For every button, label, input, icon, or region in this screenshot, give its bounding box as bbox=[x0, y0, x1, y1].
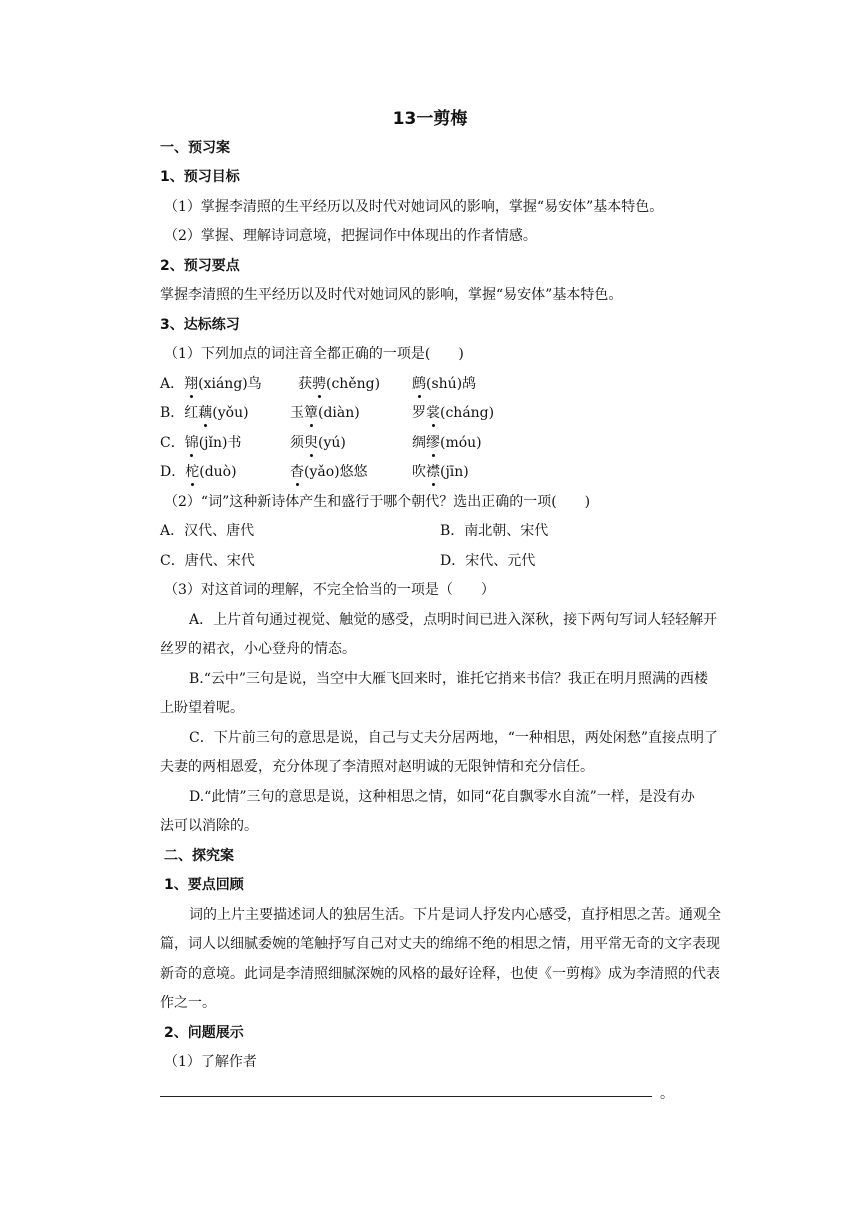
option-b-item-3: 罗裳(cháng) bbox=[412, 405, 495, 421]
emphasis-char: 裳 bbox=[426, 405, 440, 421]
review-line-4: 作之一。 bbox=[160, 995, 216, 1011]
doc-title: 13一剪梅 bbox=[392, 109, 468, 129]
heading-exercise: 3、达标练习 bbox=[160, 317, 240, 333]
emphasis-char: 臾 bbox=[304, 435, 318, 451]
option-a-item-2: 获骋(chěng) bbox=[298, 376, 381, 392]
problem-1: （1）了解作者 bbox=[164, 1054, 257, 1070]
option-d-item-2: 杳(yǎo)悠悠 bbox=[290, 464, 368, 480]
emphasis-char: 锦 bbox=[184, 435, 199, 451]
section-heading-preview: 一、预习案 bbox=[160, 140, 230, 156]
heading-review: 1、要点回顾 bbox=[164, 877, 244, 893]
key-points-text: 掌握李清照的生平经历以及时代对她词风的影响，掌握“易安体”基本特色。 bbox=[160, 287, 623, 303]
emphasis-char: 簟 bbox=[304, 405, 318, 421]
answer-end-period: 。 bbox=[660, 1086, 674, 1102]
goal-1: （1）掌握李清照的生平经历以及时代对她词风的影响，掌握“易安体”基本特色。 bbox=[164, 199, 664, 215]
q3-option-b-line-2: 上盼望着呢。 bbox=[160, 700, 244, 716]
emphasis-char: 翔 bbox=[184, 376, 199, 392]
option-a-item-3: 鹧(shú)鸪 bbox=[412, 376, 477, 392]
q2-option-a: A．汉代、唐代 bbox=[160, 523, 255, 539]
q3-option-d-line-1: D.“此情”三句的意思是说，这种相思之情，如同“花自飘零水自流”一样，是没有办 bbox=[189, 789, 695, 805]
emphasis-char: 鹧 bbox=[412, 376, 426, 392]
q3-option-b-line-1: B.“云中”三句是说，当空中大雁飞回来时，谁托它捎来书信？我正在明月照满的西楼 bbox=[189, 671, 709, 687]
review-line-1: 词的上片主要描述词人的独居生活。下片是词人抒发内心感受，直抒相思之苦。通观全 bbox=[189, 907, 721, 923]
q2-option-d: D．宋代、元代 bbox=[440, 553, 536, 569]
heading-goals: 1、预习目标 bbox=[160, 169, 240, 185]
emphasis-char: 藕 bbox=[198, 405, 213, 421]
q3-option-d-line-2: 法可以消除的。 bbox=[160, 818, 258, 834]
emphasis-char: 骋 bbox=[312, 376, 326, 392]
option-c-item-3: 绸缪(móu) bbox=[412, 435, 482, 451]
option-d-item-1: D．柁(duò) bbox=[160, 464, 237, 480]
q3-option-c-line-2: 夫妻的两相恩爱，充分体现了李清照对赵明诚的无限钟情和充分信任。 bbox=[160, 759, 594, 775]
q2-stem: （2）“词”这种新诗体产生和盛行于哪个朝代？选出正确的一项( ) bbox=[164, 494, 591, 510]
emphasis-char: 杳 bbox=[290, 464, 304, 480]
heading-key-points: 2、预习要点 bbox=[160, 258, 240, 274]
q3-stem: （3）对这首词的理解，不完全恰当的一项是（ ） bbox=[164, 582, 495, 598]
emphasis-char: 缪 bbox=[426, 435, 440, 451]
option-a-item-1: A．翔(xiáng)鸟 bbox=[160, 376, 262, 392]
q3-option-a-line-2: 丝罗的裙衣，小心登舟的情态。 bbox=[160, 641, 356, 657]
q3-option-c-line-1: C．下片前三句的意思是说，自己与丈夫分居两地，“一种相思，两处闲愁”直接点明了 bbox=[189, 730, 719, 746]
option-c-item-1: C．锦(jǐn)书 bbox=[160, 435, 242, 451]
q2-option-c: C．唐代、宋代 bbox=[160, 553, 255, 569]
review-line-2: 篇，词人以细腻委婉的笔触抒写自己对丈夫的绵绵不绝的相思之情，用平常无奇的文字表现 bbox=[160, 936, 720, 952]
section-heading-inquiry: 二、探究案 bbox=[164, 848, 234, 864]
review-line-3: 新奇的意境。此词是李清照细腻深婉的风格的最好诠释，也使《一剪梅》成为李清照的代表 bbox=[160, 966, 720, 982]
option-b-item-1: B．红藕(yǒu) bbox=[160, 405, 249, 421]
option-d-item-3: 吹襟(jīn) bbox=[412, 464, 469, 480]
emphasis-char: 襟 bbox=[426, 464, 440, 480]
heading-problems: 2、问题展示 bbox=[164, 1025, 244, 1041]
answer-blank-line[interactable] bbox=[160, 1096, 652, 1097]
goal-2: （2）掌握、理解诗词意境，把握词作中体现出的作者情感。 bbox=[164, 228, 537, 244]
q1-stem: （1）下列加点的词注音全都正确的一项是( ) bbox=[164, 346, 464, 362]
q2-option-b: B．南北朝、宋代 bbox=[440, 523, 549, 539]
q3-option-a-line-1: A．上片首句通过视觉、触觉的感受，点明时间已进入深秋，接下两句写词人轻轻解开 bbox=[189, 612, 718, 628]
emphasis-char: 柁 bbox=[185, 464, 200, 480]
option-c-item-2: 须臾(yú) bbox=[290, 435, 346, 451]
option-b-item-2: 玉簟(diàn) bbox=[290, 405, 360, 421]
